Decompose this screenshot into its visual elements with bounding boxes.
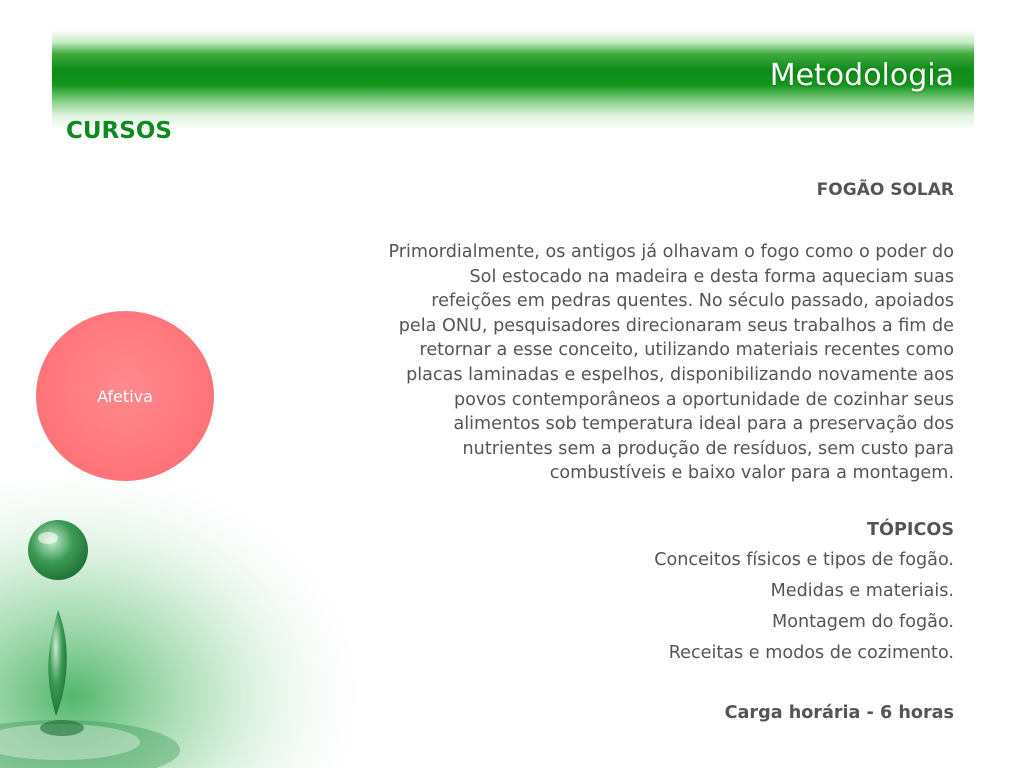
description-line: retornar a esse conceito, utilizando materiais recentes como [419,340,954,361]
course-description [194,240,954,486]
description-line: combustíveis e baixo valor para a montagem. [549,463,954,484]
category-circle [36,311,214,481]
topic-item: Receitas e modos de cozimento. [668,643,954,663]
description-line: Primordialmente, os antigos já olhavam o fogo como o poder do [388,242,954,262]
topic-item: Montagem do fogão. [772,612,954,632]
section-title: CURSOS [66,118,172,144]
topics-heading: TÓPICOS [867,520,954,540]
topic-item: Conceitos físicos e tipos de fogão. [654,550,954,570]
description-line: pela ONU, pesquisadores direcionaram seus trabalhos a fim de [398,315,954,336]
description-line: placas laminadas e espelhos, disponibilizando novamente aos [406,364,954,385]
description-line: nutrientes sem a produção de resíduos, sem custo para [462,438,954,459]
page-title: Metodologia [769,58,954,93]
description-line: povos contemporâneos a oportunidade de cozinhar seus [453,389,954,410]
description-line: alimentos sob temperatura ideal para a preservação dos [453,414,954,435]
description-line: Sol estocado na madeira e desta forma aqueciam suas [469,266,954,287]
category-label: Afetiva [97,386,153,406]
topic-item: Medidas e materiais. [770,581,954,601]
course-workload: Carga horária - 6 horas [724,703,954,723]
description-line: refeições em pedras quentes. No século passado, apoiados [431,291,954,312]
course-title: FOGÃO SOLAR [816,180,954,200]
